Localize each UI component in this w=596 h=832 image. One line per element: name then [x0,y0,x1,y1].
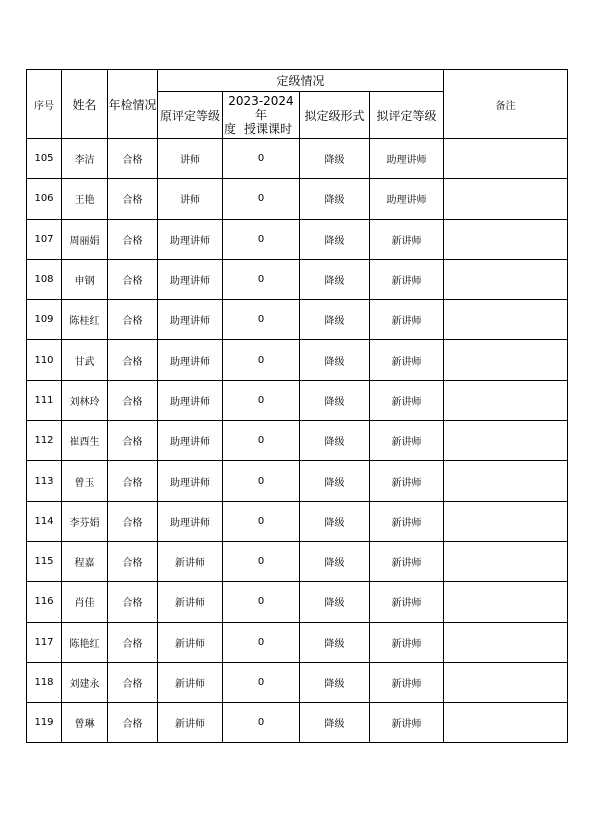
header-hours-line2a: 度 [224,122,237,136]
cell-seq: 105 [27,139,62,179]
table-row [27,703,568,743]
cell-seq: 108 [27,259,62,299]
cell-teaching-hours: 0 [223,300,300,340]
cell-remarks [444,582,568,622]
cell-proposed-form: 降级 [300,380,370,420]
cell-name: 陈桂红 [62,300,108,340]
cell-annual-check: 合格 [108,259,158,299]
cell-original-grade: 新讲师 [158,541,223,581]
cell-proposed-form: 降级 [300,662,370,702]
cell-original-grade: 助理讲师 [158,461,223,501]
cell-annual-check: 合格 [108,421,158,461]
cell-seq: 113 [27,461,62,501]
cell-annual-check: 合格 [108,340,158,380]
cell-seq: 112 [27,421,62,461]
cell-annual-check: 合格 [108,179,158,219]
cell-annual-check: 合格 [108,622,158,662]
cell-seq: 107 [27,219,62,259]
header-remarks: 备注 [444,70,568,139]
cell-annual-check: 合格 [108,541,158,581]
cell-remarks [444,421,568,461]
header-original-grade: 原评定等级 [158,92,223,139]
cell-proposed-grade: 新讲师 [370,622,444,662]
cell-teaching-hours: 0 [223,541,300,581]
cell-remarks [444,662,568,702]
cell-original-grade: 新讲师 [158,582,223,622]
cell-remarks [444,219,568,259]
cell-proposed-form: 降级 [300,703,370,743]
cell-original-grade: 讲师 [158,139,223,179]
table-row [27,380,568,420]
table-row [27,340,568,380]
cell-seq: 118 [27,662,62,702]
cell-remarks [444,179,568,219]
cell-proposed-form: 降级 [300,179,370,219]
cell-original-grade: 助理讲师 [158,501,223,541]
cell-proposed-form: 降级 [300,219,370,259]
cell-teaching-hours: 0 [223,259,300,299]
cell-teaching-hours: 0 [223,662,300,702]
cell-proposed-grade: 新讲师 [370,501,444,541]
cell-original-grade: 助理讲师 [158,259,223,299]
cell-remarks [444,259,568,299]
cell-name: 肖佳 [62,582,108,622]
cell-seq: 110 [27,340,62,380]
header-annual-check: 年检情况 [108,70,158,139]
cell-proposed-form: 降级 [300,300,370,340]
cell-teaching-hours: 0 [223,421,300,461]
cell-proposed-form: 降级 [300,421,370,461]
cell-teaching-hours: 0 [223,139,300,179]
cell-annual-check: 合格 [108,461,158,501]
cell-name: 王艳 [62,179,108,219]
table-row [27,300,568,340]
cell-name: 李洁 [62,139,108,179]
cell-remarks [444,501,568,541]
cell-proposed-form: 降级 [300,501,370,541]
cell-name: 程嘉 [62,541,108,581]
header-proposed-grade: 拟评定等级 [370,92,444,139]
cell-name: 申钢 [62,259,108,299]
cell-original-grade: 助理讲师 [158,380,223,420]
cell-teaching-hours: 0 [223,501,300,541]
cell-annual-check: 合格 [108,703,158,743]
cell-proposed-grade: 新讲师 [370,380,444,420]
cell-remarks [444,703,568,743]
header-grading-status: 定级情况 [158,70,444,92]
table-row [27,582,568,622]
table-body [27,139,568,743]
cell-seq: 117 [27,622,62,662]
cell-original-grade: 新讲师 [158,622,223,662]
cell-remarks [444,139,568,179]
cell-original-grade: 助理讲师 [158,219,223,259]
cell-annual-check: 合格 [108,662,158,702]
cell-seq: 116 [27,582,62,622]
cell-proposed-grade: 助理讲师 [370,179,444,219]
cell-annual-check: 合格 [108,501,158,541]
cell-teaching-hours: 0 [223,179,300,219]
table-row [27,622,568,662]
cell-name: 刘建永 [62,662,108,702]
cell-original-grade: 新讲师 [158,662,223,702]
cell-proposed-form: 降级 [300,541,370,581]
cell-original-grade: 新讲师 [158,703,223,743]
cell-seq: 114 [27,501,62,541]
table-row [27,662,568,702]
cell-proposed-grade: 新讲师 [370,703,444,743]
cell-proposed-grade: 新讲师 [370,300,444,340]
cell-teaching-hours: 0 [223,582,300,622]
cell-proposed-grade: 助理讲师 [370,139,444,179]
header-hours-line2b: 授课课时 [244,122,293,136]
table-row [27,139,568,179]
header-teaching-hours [223,92,300,139]
cell-proposed-form: 降级 [300,622,370,662]
header-row-top [27,70,568,92]
cell-teaching-hours: 0 [223,461,300,501]
table-row [27,179,568,219]
cell-seq: 109 [27,300,62,340]
cell-remarks [444,541,568,581]
table-row [27,259,568,299]
cell-remarks [444,380,568,420]
cell-proposed-form: 降级 [300,582,370,622]
cell-original-grade: 助理讲师 [158,340,223,380]
cell-proposed-form: 降级 [300,259,370,299]
cell-teaching-hours: 0 [223,703,300,743]
cell-original-grade: 助理讲师 [158,300,223,340]
table-row [27,461,568,501]
cell-annual-check: 合格 [108,380,158,420]
cell-name: 刘林玲 [62,380,108,420]
cell-proposed-grade: 新讲师 [370,259,444,299]
cell-teaching-hours: 0 [223,219,300,259]
table-row [27,541,568,581]
cell-name: 李芬娟 [62,501,108,541]
header-name: 姓名 [62,70,108,139]
cell-annual-check: 合格 [108,300,158,340]
cell-annual-check: 合格 [108,582,158,622]
cell-teaching-hours: 0 [223,622,300,662]
cell-name: 周丽娟 [62,219,108,259]
cell-proposed-grade: 新讲师 [370,461,444,501]
cell-proposed-grade: 新讲师 [370,421,444,461]
cell-seq: 115 [27,541,62,581]
cell-proposed-grade: 新讲师 [370,340,444,380]
cell-proposed-form: 降级 [300,461,370,501]
cell-name: 崔酉生 [62,421,108,461]
cell-name: 曾琳 [62,703,108,743]
cell-teaching-hours: 0 [223,380,300,420]
header-seq: 序号 [27,70,62,139]
cell-proposed-grade: 新讲师 [370,541,444,581]
cell-proposed-grade: 新讲师 [370,582,444,622]
header-hours-line1: 2023-2024年 [228,94,294,122]
table-row [27,219,568,259]
cell-annual-check: 合格 [108,139,158,179]
cell-remarks [444,300,568,340]
header-proposed-form: 拟定级形式 [300,92,370,139]
cell-original-grade: 助理讲师 [158,421,223,461]
cell-remarks [444,461,568,501]
cell-proposed-form: 降级 [300,340,370,380]
cell-proposed-form: 降级 [300,139,370,179]
grading-table [26,69,568,743]
cell-annual-check: 合格 [108,219,158,259]
cell-teaching-hours: 0 [223,340,300,380]
cell-original-grade: 讲师 [158,179,223,219]
cell-remarks [444,622,568,662]
cell-name: 陈艳红 [62,622,108,662]
cell-seq: 119 [27,703,62,743]
cell-name: 甘武 [62,340,108,380]
cell-name: 曾玉 [62,461,108,501]
cell-proposed-grade: 新讲师 [370,662,444,702]
table-row [27,501,568,541]
table-row [27,421,568,461]
cell-remarks [444,340,568,380]
cell-proposed-grade: 新讲师 [370,219,444,259]
cell-seq: 106 [27,179,62,219]
cell-seq: 111 [27,380,62,420]
